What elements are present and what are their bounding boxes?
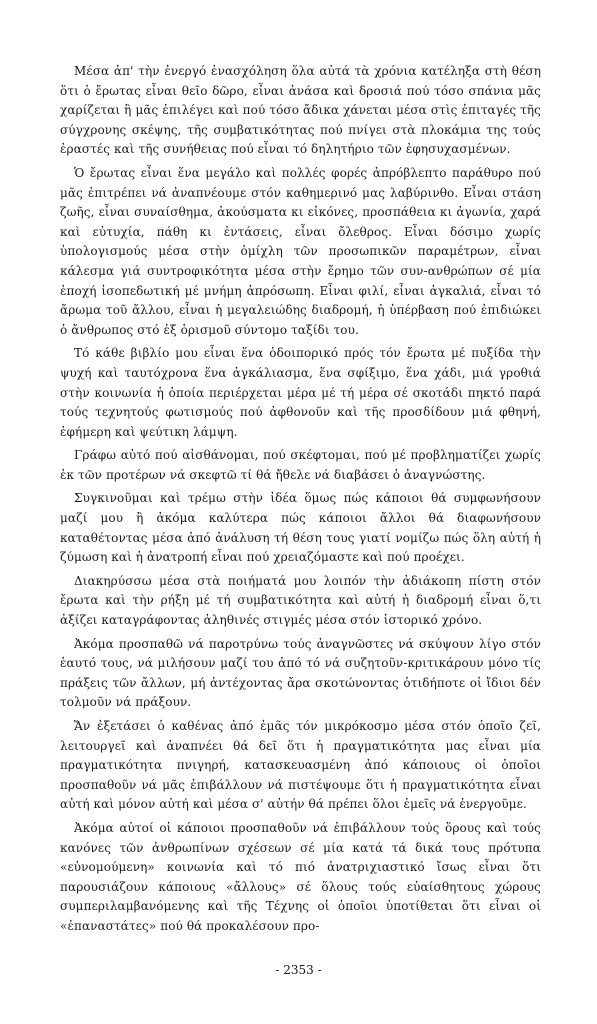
paragraph-7: Ἀκόμα προσπαθῶ νά παροτρύνω τούς ἀναγνῶστες νά σκύψουν λίγο στόν ἑαυτό τους, νά μιλήσουν μαζί του ἀπό τό νά συζητοῦν-κριτικάρουν μόνο τίς πράξεις τῶν ἄλλων, μή ἀντέχοντας ἄρα σκοτώνοντας ὁτιδήποτε οἱ ἴδιοι δέν τολμοῦν νά πράξουν. bbox=[60, 636, 541, 710]
paragraph-6: Διακηρύσσω μέσα στὰ ποιήματά μου λοιπόν τὴν ἀδιάκοπη πίστη στόν ἔρωτα καὶ τὴν ρήξη μέ τή συμβατικότητα καὶ αὐτή ἡ διαδρομή εἶναι ὅ,τι ἀξίζει καταγράφοντας ἀληθινές στιγμές μέσα στόν ἱστορικό χρόνο. bbox=[60, 573, 541, 628]
paragraph-2: Ὁ ἔρωτας εἶναι ἕνα μεγάλο καὶ πολλές φορές ἀπρόβλεπτο παράθυρο πού μᾶς ἐπιτρέπει νά ἀναπνέουμε στόν καθημερινό μας λαβύρινθο. Εἶναι στάση ζωῆς, εἶναι συναίσθημα, ἀκούσματα κι εἰκόνες, προσπάθεια κι ἀγωνία, χαρά καὶ εὐτυχία, πάθη κι ἐντάσεις, εἶναι ὄλεθρος. Εἶναι δόσιμο χωρίς ὑπολογισμούς μέσα στὴν ὁμίχλη τῶν προσωπικῶν παραμέτρων, εἶναι κάλεσμα γιά συντροφικότητα μέσα στὴν ἔρημο τῶν συν-ανθρώπων σέ μία ἐποχή ἰσοπεδωτική μέ μνήμη ἀπρόσωπη. Εἶναι φιλί, εἶναι ἀγκαλιά, εἶναι τό ἄρωμα τοῦ ἄλλου, εἶναι ἡ μεγαλειώδης διαδρομή, ἡ ὑπέρβαση πού ἐπιδιώκει ὁ ἄνθρωπος στό ἐξ ὁρισμοῦ σύντομο ταξίδι του. bbox=[60, 165, 541, 337]
paragraph-4: Γράφω αὐτό πού αἰσθάνομαι, πού σκέφτομαι, πού μέ προβληματίζει χωρίς ἐκ τῶν προτέρων νά σκεφτῶ τί θά ἤθελε νά διαβάσει ὁ ἀναγνώστης. bbox=[60, 448, 541, 482]
paragraph-5: Συγκινοῦμαι καὶ τρέμω στὴν ἰδέα ὅμως πώς κάποιοι θά συμφωνήσουν μαζί μου ἢ ἀκόμα καλύτερα πώς κάποιοι ἄλλοι θά διαφωνήσουν καταθέτοντας μέσα ἀπό ἀνάλυση τή θέση τους γιατί νομίζω πώς ὅλη αὐτή ἡ ζύμωση καὶ ἡ ἀνατροπή εἶναι πού χρειαζόμαστε καὶ πού προέχει. bbox=[60, 491, 541, 565]
paragraph-3: Τό κάθε βιβλίο μου εἶναι ἕνα ὁδοιπορικό πρός τόν ἔρωτα μέ πυξίδα τὴν ψυχή καὶ ταυτόχρονα ἕνα ἀγκάλιασμα, ἕνα σφίξιμο, ἕνα χάδι, μιά γροθιά στὴν κοινωνία ἡ ὁποία περιέρχεται μέρα μέ τή μέρα σέ σκοτάδι πηκτό παρά τούς τεχνητούς φωτισμούς πού ἀφθονοῦν καὶ τῆς προσδίδουν μιά φθηνή, ἐφήμερη καὶ ψεύτικη λάμψη. bbox=[60, 346, 541, 439]
paragraph-1: Μέσα ἀπ' τὴν ἐνεργό ἐνασχόληση ὅλα αὐτά τὰ χρόνια κατέληξα στὴ θέση ὅτι ὁ ἔρωτας εἶναι θεῖο δῶρο, εἶναι ἀνάσα καὶ δροσιά πού τόσο σπάνια μᾶς χαρίζεται ἢ μᾶς ἐπιλέγει καὶ πού τόσο ἄδικα χάνεται μέσα στὶς ἐπιταγές τῆς σύγχρονης σκέψης, τῆς συμβατικότητας πού πνίγει στὰ πλοκάμια της τούς ἐραστές καὶ τῆς συνήθειας πού εἶναι τό δηλητήριο τῶν ἐφησυχασμένων. bbox=[60, 64, 541, 157]
page-number: - 2353 - bbox=[275, 963, 322, 977]
paragraph-8: Ἄν ἐξετάσει ὁ καθένας ἀπό ἐμᾶς τόν μικρόκοσμο μέσα στόν ὁποῖο ζεῖ, λειτουργεῖ καὶ ἀναπνέει θά δεῖ ὅτι ἡ πραγματικότητα μας εἶναι μία πραγματικότητα πνιγηρή, κατασκευασμένη ἀπό κάποιους οἱ ὁποῖοι προσπαθοῦν νά μᾶς ἐπιβάλλουν νά πιστέψουμε ὅτι ἡ πραγματικότητα εἶναι αὐτή καὶ μόνον αὐτή καὶ μέσα σ' αὐτήν θά πρέπει ὅλοι ἐμεῖς νά ἐνεργοῦμε. bbox=[60, 719, 541, 812]
text-body bbox=[60, 62, 541, 942]
paragraph-9: Ἀκόμα αὐτοί οἱ κάποιοι προσπαθοῦν νά ἐπιβάλλουν τούς ὅρους καὶ τούς κανόνες τῶν ἀνθρωπίνων σχέσεων σέ μία κατά τά δικά τους πρότυπα «εὐνομούμενη» κοινωνία καὶ τό πιό ἀνατριχιαστικό ἴσως εἶναι ὅτι παρουσιάζουν κάποιους «ἄλλους» σέ ὅλους τούς εὐαίσθητους χώρους συμπεριλαμβανόμενης καὶ τῆς Τέχνης οἱ ὁποῖοι ὑποτίθεται ὅτι εἶναι οἱ «ἐπαναστάτες» πού θά προκαλέσουν προ- bbox=[60, 820, 541, 933]
